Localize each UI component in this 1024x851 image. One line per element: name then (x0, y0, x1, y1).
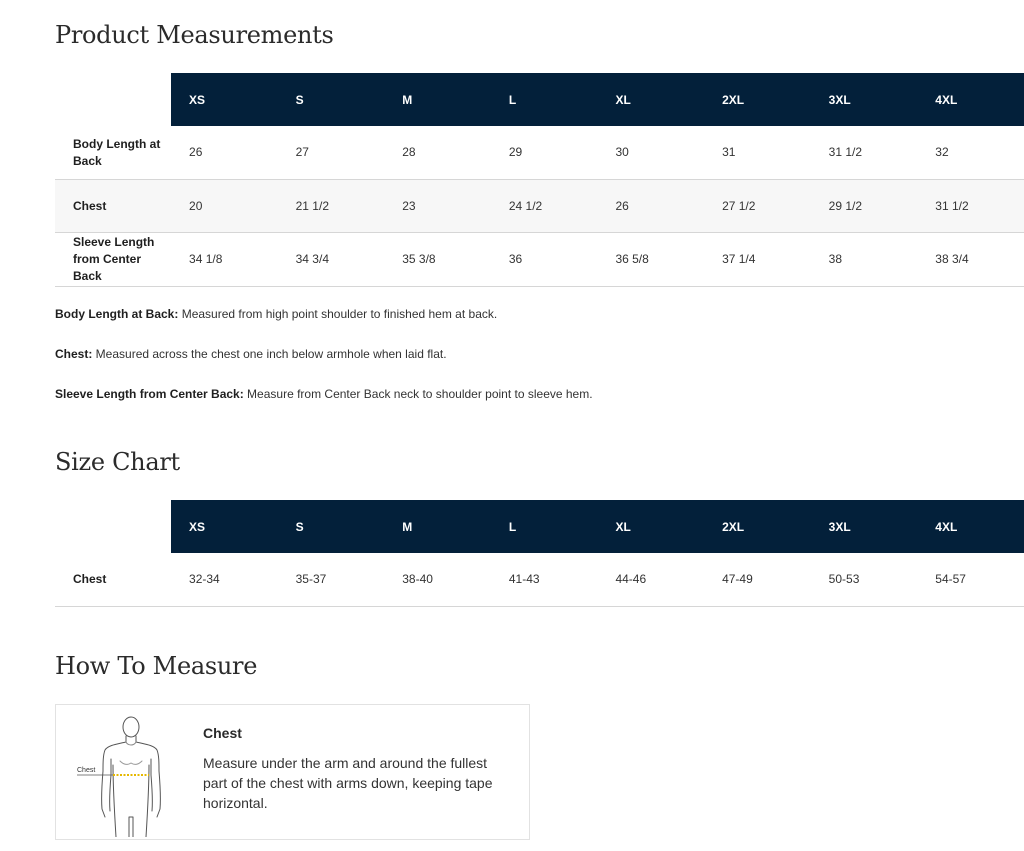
row-label: Body Length at Back (55, 126, 171, 180)
size-header: XS (171, 500, 278, 553)
size-header: 4XL (917, 73, 1024, 126)
note-term: Sleeve Length from Center Back: (55, 387, 244, 401)
note-text: Measured across the chest one inch below armhole when laid flat. (92, 347, 447, 361)
table-cell: 26 (171, 126, 278, 180)
size-header: M (384, 73, 491, 126)
size-header: L (491, 500, 598, 553)
table-cell: 36 (491, 233, 598, 287)
table-cell: 32-34 (171, 553, 278, 607)
table-cell: 34 1/8 (171, 233, 278, 287)
measurement-note-sleeve (55, 387, 593, 401)
table-cell: 41-43 (491, 553, 598, 607)
table-cell: 30 (597, 126, 704, 180)
table-cell: 34 3/4 (278, 233, 385, 287)
table-cell: 37 1/4 (704, 233, 811, 287)
table-cell: 29 (491, 126, 598, 180)
table-cell: 21 1/2 (278, 180, 385, 233)
size-header: 4XL (917, 500, 1024, 553)
table-cell: 50-53 (811, 553, 918, 607)
table-cell: 31 1/2 (917, 180, 1024, 233)
table-cell: 27 (278, 126, 385, 180)
table-header-row (55, 500, 1024, 553)
size-header: L (491, 73, 598, 126)
table-cell: 23 (384, 180, 491, 233)
table-row (55, 126, 1024, 180)
table-cell: 31 1/2 (811, 126, 918, 180)
size-chart-heading: Size Chart (55, 448, 180, 476)
table-cell: 38 (811, 233, 918, 287)
size-header: XS (171, 73, 278, 126)
size-header: M (384, 500, 491, 553)
size-header: 2XL (704, 500, 811, 553)
measurement-note-chest (55, 347, 447, 361)
row-label: Sleeve Length from Center Back (55, 233, 171, 287)
table-cell: 31 (704, 126, 811, 180)
table-cell: 28 (384, 126, 491, 180)
row-label: Chest (55, 553, 171, 607)
table-cell: 38 3/4 (917, 233, 1024, 287)
figure-chest-label: Chest (77, 767, 96, 774)
how-to-measure-card (55, 704, 530, 840)
size-header: 2XL (704, 73, 811, 126)
product-measurements-heading: Product Measurements (55, 21, 334, 49)
header-corner (55, 73, 171, 126)
size-header: 3XL (811, 73, 918, 126)
measure-card-title: Chest (203, 725, 242, 741)
table-cell: 29 1/2 (811, 180, 918, 233)
product-measurements-table (55, 73, 1024, 287)
table-cell: 36 5/8 (597, 233, 704, 287)
table-row (55, 553, 1024, 607)
header-corner (55, 500, 171, 553)
size-header: 3XL (811, 500, 918, 553)
size-header: S (278, 500, 385, 553)
table-cell: 24 1/2 (491, 180, 598, 233)
size-header: XL (597, 73, 704, 126)
table-cell: 35-37 (278, 553, 385, 607)
measurement-note-body-length (55, 307, 497, 321)
table-cell: 35 3/8 (384, 233, 491, 287)
table-cell: 47-49 (704, 553, 811, 607)
note-text: Measure from Center Back neck to shoulder point to sleeve hem. (243, 387, 593, 401)
table-cell: 44-46 (597, 553, 704, 607)
table-row (55, 180, 1024, 233)
table-cell: 27 1/2 (704, 180, 811, 233)
size-header: XL (597, 500, 704, 553)
row-label: Chest (55, 180, 171, 233)
measure-card-text: Measure under the arm and around the fullest part of the chest with arms down, keeping tape horizontal. (203, 755, 493, 811)
table-cell: 54-57 (917, 553, 1024, 607)
body-outline-chest-tape-illustration-icon (74, 713, 184, 837)
size-header: S (278, 73, 385, 126)
table-cell: 26 (597, 180, 704, 233)
table-header-row (55, 73, 1024, 126)
table-cell: 38-40 (384, 553, 491, 607)
how-to-measure-heading: How To Measure (55, 652, 258, 680)
size-chart-table (55, 500, 1024, 607)
table-row (55, 233, 1024, 287)
note-term: Chest: (55, 347, 93, 361)
note-term: Body Length at Back: (55, 307, 179, 321)
note-text: Measured from high point shoulder to finished hem at back. (178, 307, 498, 321)
table-cell: 32 (917, 126, 1024, 180)
table-cell: 20 (171, 180, 278, 233)
